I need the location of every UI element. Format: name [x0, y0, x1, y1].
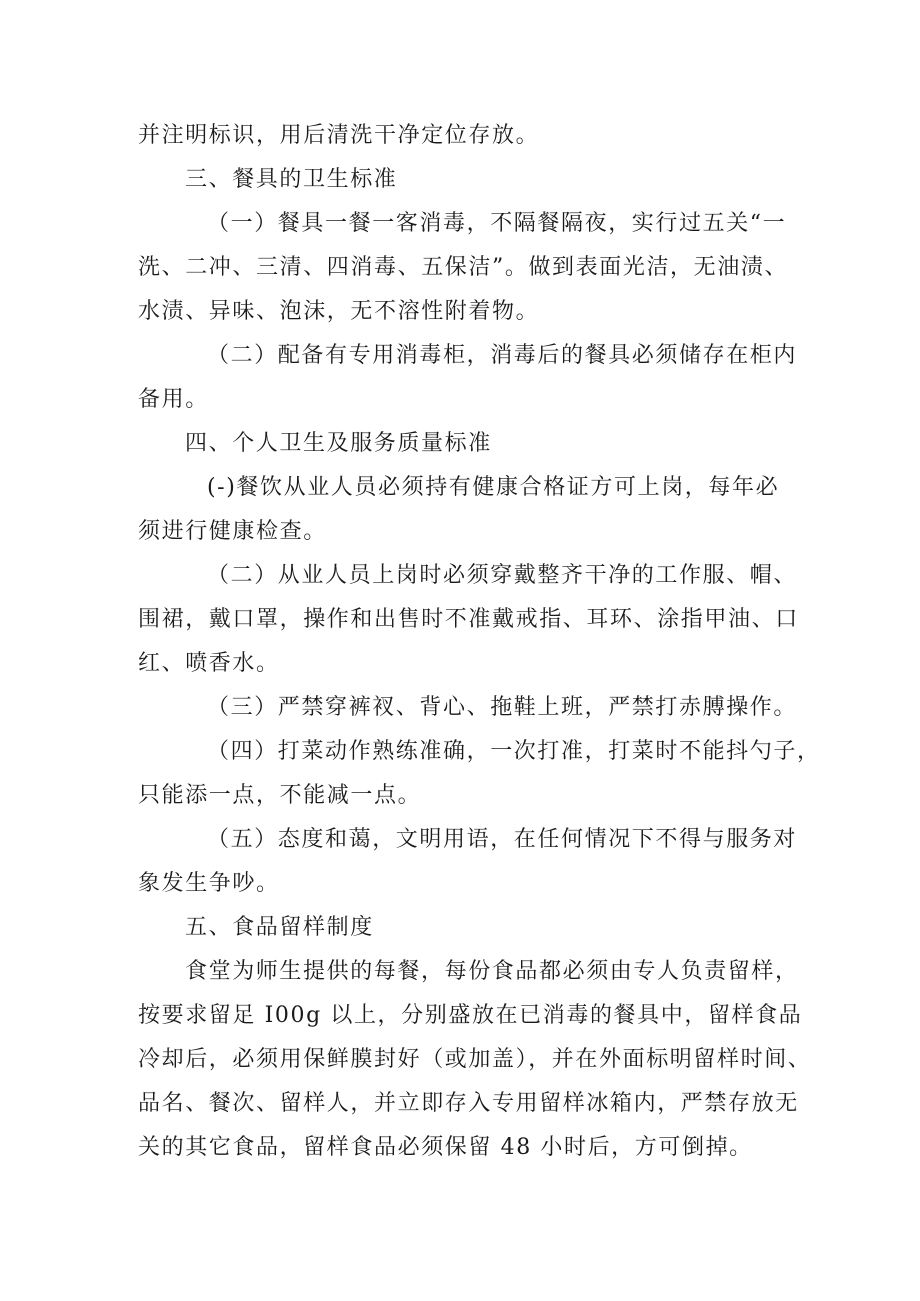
text-line: （四）打菜动作熟练准确，一次打准，打菜时不能抖勺子，	[207, 739, 821, 764]
text-line: 洗、二冲、三清、四消毒、五保洁”。做到表面光洁，无油渍、	[138, 255, 789, 280]
text-line: 须进行健康检查。	[138, 519, 327, 544]
text-line: (-)餐饮从业人员必须持有健康合格证方可上岗，每年必	[207, 475, 780, 500]
text-line: （三）严禁穿裤衩、背心、拖鞋上班，严禁打赤膊操作。	[207, 695, 798, 720]
text-line: 只能添一点，不能减一点。	[138, 783, 422, 808]
text-line: （五）态度和蔼，文明用语，在任何情况下不得与服务对	[207, 827, 798, 852]
section-heading: 三、餐具的卫生标准	[185, 167, 398, 192]
text-line: 备用。	[138, 387, 209, 412]
text-line: 象发生争吵。	[138, 871, 280, 896]
text-line: 红、喷香水。	[138, 651, 280, 676]
section-heading: 四、个人卫生及服务质量标准	[185, 431, 492, 456]
section-heading: 五、食品留样制度	[185, 915, 374, 940]
text-line: （一）餐具一餐一客消毒，不隔餐隔夜，实行过五关“一	[207, 211, 787, 236]
text-line: 水渍、异味、泡沫，无不溶性附着物。	[138, 299, 540, 324]
text-line: 品名、餐次、留样人，并立即存入专用留样冰箱内，严禁存放无	[138, 1091, 799, 1116]
text-line: 食堂为师生提供的每餐，每份食品都必须由专人负责留样，	[185, 959, 799, 984]
text-line: （二）配备有专用消毒柜，消毒后的餐具必须储存在柜内	[207, 343, 798, 368]
text-line: 并注明标识，用后清洗干净定位存放。	[138, 123, 540, 148]
text-line: 围裙，戴口罩，操作和出售时不准戴戒指、耳环、涂指甲油、口	[138, 607, 799, 632]
text-line: 关的其它食品，留样食品必须保留 48 小时后，方可倒掉。	[138, 1135, 753, 1160]
text-line: （二）从业人员上岗时必须穿戴整齐干净的工作服、帽、	[207, 563, 798, 588]
text-line: 按要求留足 I00g 以上，分别盛放在已消毒的餐具中，留样食品	[138, 1003, 803, 1028]
text-line: 冷却后，必须用保鲜膜封好（或加盖），并在外面标明留样时间、	[138, 1047, 812, 1072]
